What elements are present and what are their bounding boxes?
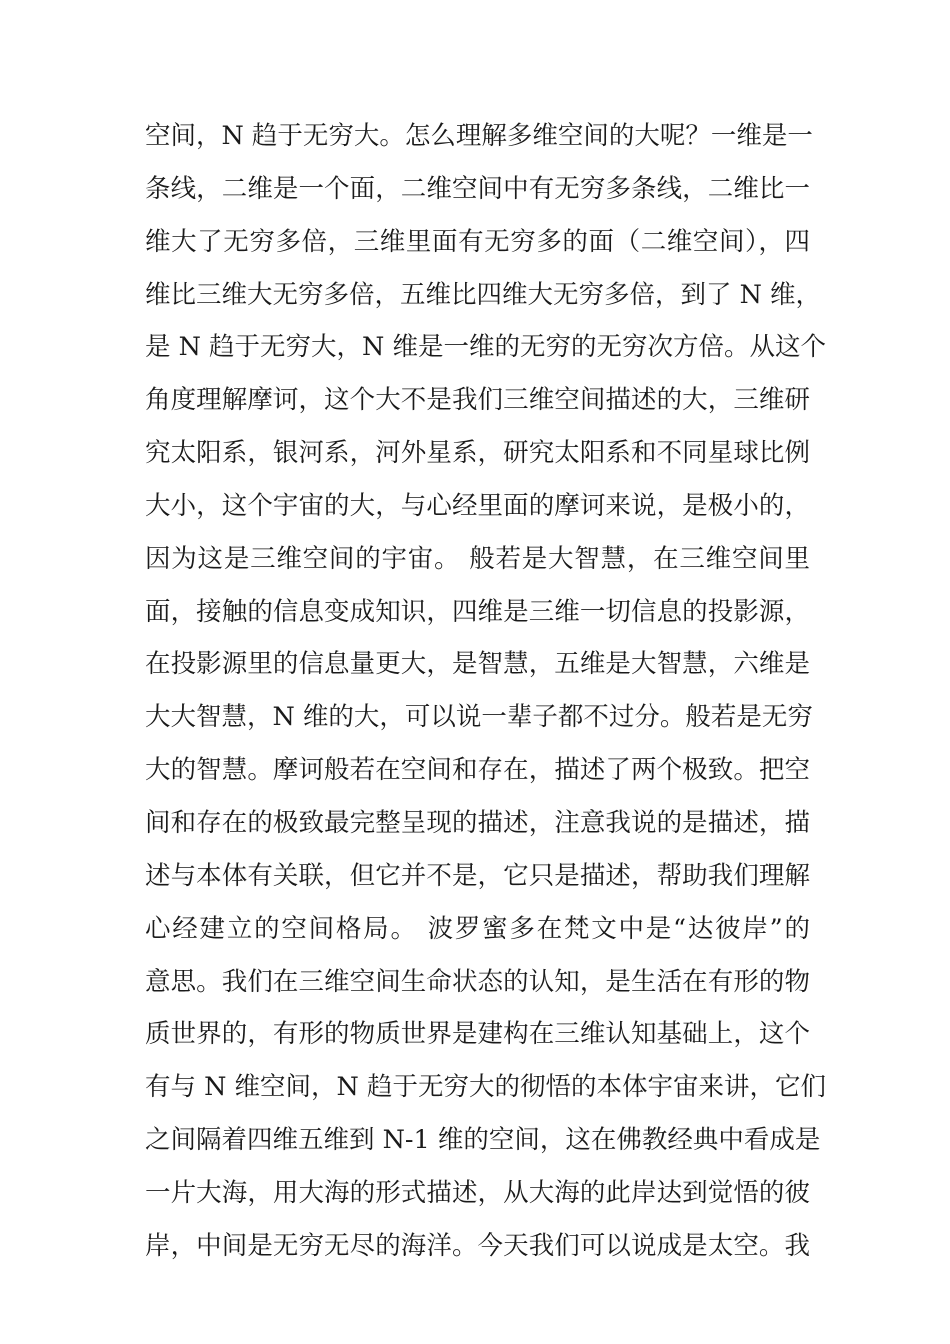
text-line: 空间，N 趋于无穷大。怎么理解多维空间的大呢？一维是一 [145, 121, 813, 151]
text-line: 大的智慧。摩诃般若在空间和存在，描述了两个极致。把空 [145, 755, 810, 786]
text-line: 有与 N 维空间，N 趋于无穷大的彻悟的本体宇宙来讲，它们 [145, 1072, 826, 1103]
text-line: 一片大海，用大海的形式描述，从大海的此岸达到觉悟的彼 [145, 1177, 810, 1208]
text-line: 面，接触的信息变成知识，四维是三维一切信息的投影源， [145, 596, 810, 627]
text-line: 角度理解摩诃，这个大不是我们三维空间描述的大，三维研 [145, 385, 810, 416]
text-line: 维比三维大无穷多倍，五维比四维大无穷多倍，到了 N 维， [145, 279, 822, 310]
text-line: 因为这是三维空间的宇宙。 般若是大智慧，在三维空间里 [145, 543, 810, 574]
text-line: 究太阳系，银河系，河外星系，研究太阳系和不同星球比例 [145, 438, 810, 469]
text-line: 大大智慧，N 维的大，可以说一辈子都不过分。般若是无穷 [145, 702, 813, 733]
text-line: 心经建立的空间格局。 波罗蜜多在梵文中是“达彼岸”的 [145, 913, 810, 944]
text-line: 维大了无穷多倍，三维里面有无穷多的面（二维空间），四 [145, 226, 810, 257]
text-line: 在投影源里的信息量更大，是智慧，五维是大智慧，六维是 [145, 649, 810, 680]
text-line: 之间隔着四维五维到 N-1 维的空间，这在佛教经典中看成是 [145, 1125, 821, 1156]
text-line: 述与本体有关联，但它并不是，它只是描述，帮助我们理解 [145, 860, 810, 891]
text-line: 条线，二维是一个面，二维空间中有无穷多条线，二维比一 [145, 173, 810, 204]
text-line: 岸，中间是无穷无尽的海洋。今天我们可以说成是太空。我 [145, 1230, 810, 1261]
body-text [145, 110, 826, 1273]
text-line: 间和存在的极致最完整呈现的描述，注意我说的是描述，描 [145, 807, 810, 838]
text-line: 大小，这个宇宙的大，与心经里面的摩诃来说，是极小的， [145, 490, 810, 521]
text-line: 是 N 趋于无穷大，N 维是一维的无穷的无穷次方倍。从这个 [145, 332, 826, 363]
text-line: 意思。我们在三维空间生命状态的认知，是生活在有形的物 [145, 966, 810, 997]
text-line: 质世界的，有形的物质世界是建构在三维认知基础上，这个 [145, 1019, 810, 1050]
